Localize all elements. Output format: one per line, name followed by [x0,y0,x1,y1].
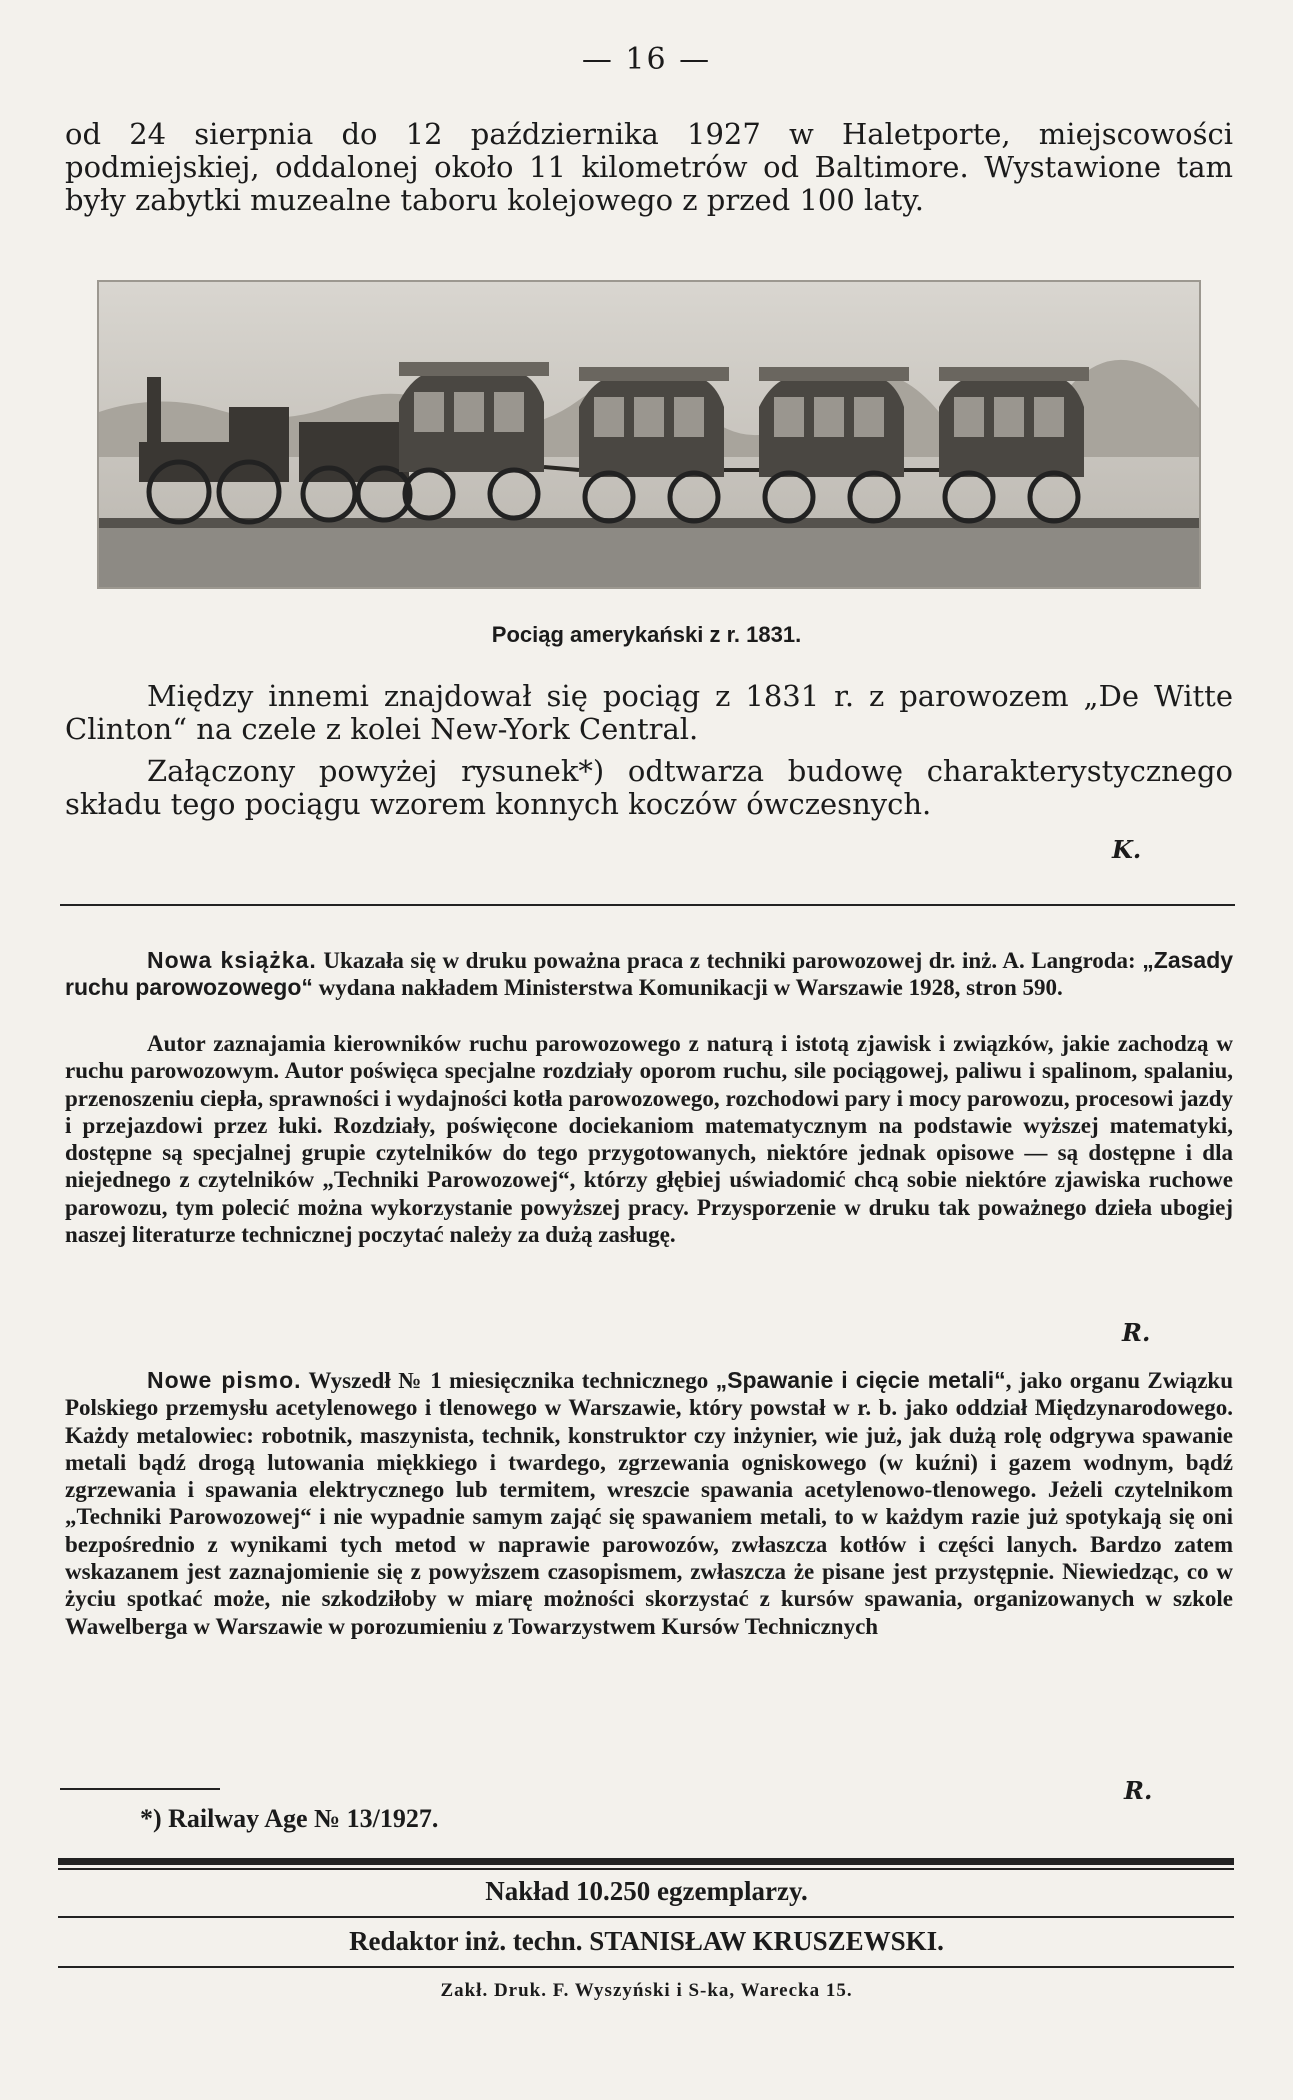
section2-paragraph2 [65,1030,1233,1248]
train-illustration [99,282,1199,587]
section2-paragraph1 [65,947,1233,1002]
footnote: *) Railway Age № 13/1927. [140,1804,439,1833]
section1-paragraph2 [65,755,1233,821]
intro-paragraph: od 24 sierpnia do 12 października 1927 w Haletporte, miejscowości podmiejskiej, oddalonej około 11 kilometrów od Baltimore. Wystawione tam były zabytki muzealne taboru kolejowego z przed 100 laty. [65,117,1233,217]
editor-line: Redaktor inż. techn. STANISŁAW KRUSZEWSKI. [349,1926,944,1956]
footnote-rule [60,1788,220,1790]
section2-p1-rest: Ukazała się w druku poważna praca z techniki parowozowej dr. inż. A. Langroda: [323,948,1136,973]
section2-p1-end: wydana nakładem Ministerstwa Komunikacji w Warszawie 1928, stron 590. [318,975,1063,1001]
circulation-line: Nakład 10.250 egzemplarzy. [485,1876,808,1906]
section2-signature: R. [1122,1318,1151,1347]
footer-rule-thin [58,1868,1234,1870]
page-number: — 16 — [581,42,712,77]
section2-heading: Nowa książka. [147,947,317,973]
train-photo [97,280,1201,589]
section3-p1-rest: , jako organu Związku Polskiego przemysłu acetylenowego i tlenowego w Warszawie, który powstał w r. b. jako oddział Międzynarodowego. Każdy metalowiec: robotnik, maszynista, technik, konstruktor czy inżynier, wie już, jak dużą rolę odgrywa spawanie metali bądź drogą lutowania miękkiego i twardego, zgrzewania ogniskowego (w kuźni) i gazem wodnym, bądź zgrzewania i spawania elektrycznego lub termitem, wreszcie spawania acetylenowo-tlenowego. Jeżeli czytelnikom „Techniki Parowozowej“ i nie wypadnie samym zająć się spawaniem metali, to w każdym razie już spotykają się oni bezpośrednio z wynikami tych metod w naprawie parowozów, zwłaszcza kotłów i części lanych. Bardzo zatem wskazanem jest zaznajomienie się z powyższem czasopismem, zwłaszcza że pisane jest przystępnie. Niewiedząc, co w życiu spotkać może, nie szkodziłoby w miarę możności skorzystać z kursów spawania, organizowanych w szkole Wawelberga w Warszawie w porozumieniu z Towarzystwem Kursów Technicznych [65,1368,1234,1639]
section1-p1-text: Między innemi znajdował się pociąg z 1831 r. z parowozem „De Witte Clinton“ na czele z kolei New-York Central. [65,679,1233,746]
footer-rule-thick [58,1858,1234,1865]
section2-book-title: „Zasady ruchu parowozowego“ [65,947,1234,1001]
section3-heading: Nowe pismo. [147,1367,302,1393]
footer-rule-2 [58,1916,1234,1918]
printer-line: Zakł. Druk. F. Wyszyński i S-ka, Warecka 15. [440,1980,853,2001]
section3-signature: R. [1124,1776,1153,1805]
figure-caption: Pociąg amerykański z r. 1831. [491,622,802,647]
section3-journal-title: „Spawanie i cięcie metali“ [715,1367,1006,1393]
divider-1 [60,904,1235,906]
section1-p2-text: Załączony powyżej rysunek*) odtwarza budowę charakterystycznego składu tego pociągu wzorem konnych koczów ówczesnych. [65,754,1233,821]
section3-paragraph [65,1367,1233,1640]
section1-paragraph1 [65,680,1233,746]
section3-p1-start: Wyszedł № 1 miesięcznika technicznego [308,1368,709,1393]
section2-p2-text: Autor zaznajamia kierowników ruchu parowozowego z naturą i istotą zjawisk i związków, jakie zachodzą w ruchu parowozowym. Autor poświęca specjalne rozdziały oporom ruchu, sile pociągowej, paliwu i spalinom, spalaniu, przenoszeniu ciepła, sprawności i wydajności kotła parowozowego, rozchodowi pary i mocy parowozu, procesowi jazdy i przejazdowi przez łuki. Rozdziały, poświęcone dociekaniom matematycznym na podstawie wyższej matematyki, dostępne są specjalnej grupie czytelników do tego przygotowanych, niektóre jednak opisowe — są dostępne i dla niejednego z czytelników „Techniki Parowozowej“, którzy głębiej uświadomić chcą sobie niektóre zjawiska ruchowe parowozu, tym polecić można wykorzystanie powyższej pracy. Przysporzenie w druku tak poważnego dzieła ubogiej naszej literaturze technicznej poczytać należy za dużą zasługę. [65,1031,1233,1248]
footer-rule-3 [58,1966,1234,1968]
section1-signature: K. [1112,835,1142,864]
